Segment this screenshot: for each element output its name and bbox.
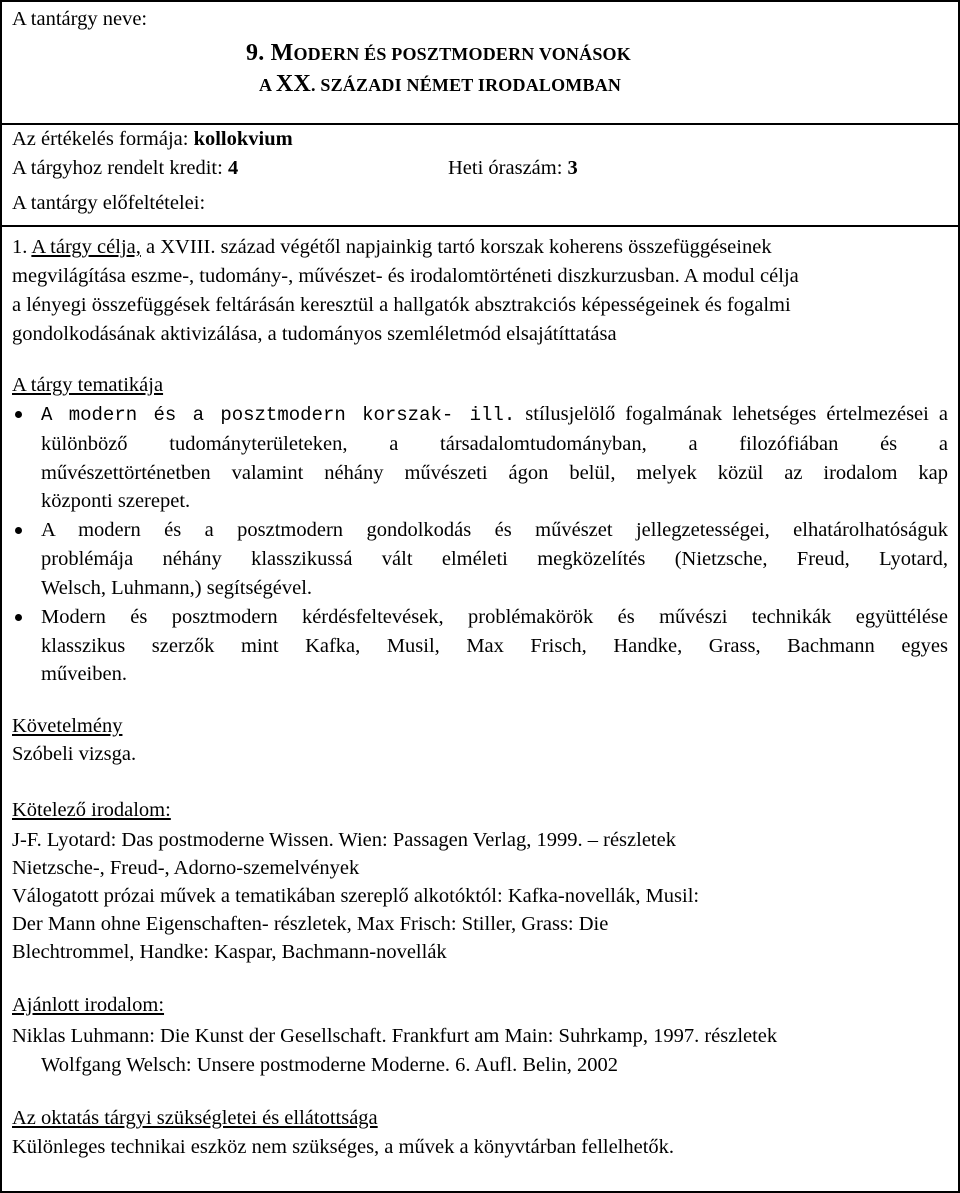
mandatory-line-2: Nietzsche-, Freud-, Adorno-szemelvények [12,857,360,879]
credit-line: A tárgyhoz rendelt kredit: 4 [12,157,239,179]
topic-2-line-1: A modern és a posztmodern gondolkodás és művészet jellegzetességei, elhatárolhatóságuk [41,519,948,541]
goal-line-3: a lényegi összefüggések feltárásán keresztül a hallgatók absztrakciós képességeinek és fogalmi [12,294,791,316]
subject-label: A tantárgy neve: [12,8,148,30]
topic-3-line-3: műveiben. [41,663,127,685]
course-title-line1: 9. MODERN ÉS POSZTMODERN VONÁSOK [246,40,631,66]
goal-line-4: gondolkodásának aktivizálása, a tudományos szemléletmód elsajátíttatása [12,323,617,345]
topic-3-line-1: Modern és posztmodern kérdésfeltevések, problémakörök és művészi technikák együttélése [41,606,948,628]
prerequisites-label: A tantárgy előfeltételei: [12,192,206,214]
bullet-icon [15,527,22,534]
mandatory-heading: Kötelező irodalom: [12,799,171,821]
recommended-line-1: Niklas Luhmann: Die Kunst der Gesellschaft. Frankfurt am Main: Suhrkamp, 1997. részletek [12,1025,778,1047]
mandatory-line-5: Blechtrommel, Handke: Kaspar, Bachmann-novellák [12,941,447,963]
topic-1-line-4: központi szerepet. [41,490,191,512]
requirement-heading: Követelmény [12,715,123,737]
mandatory-line-1: J-F. Lyotard: Das postmoderne Wissen. Wien: Passagen Verlag, 1999. – részletek [12,829,676,851]
topic-1-line-2: különböző tudományterületeken, a társadalomtudományban, a filozófiában és a [41,433,948,455]
goal-line-2: megvilágítása eszme-, tudomány-, művészet- és irodalomtörténeti diszkurzusban. A modul célja [12,265,799,287]
assessment-form: Az értékelés formája: kollokvium [12,128,293,150]
course-title-line2: A XX. SZÁZADI NÉMET IRODALOMBAN [259,71,622,97]
resources-text: Különleges technikai eszköz nem szükséges, a művek a könyvtárban fellelhetők. [12,1136,675,1158]
recommended-heading: Ajánlott irodalom: [12,994,165,1016]
topic-2-line-2: problémája néhány klasszikussá vált elméleti megközelítés (Nietzsche, Freud, Lyotard, [41,548,948,570]
mandatory-line-3: Válogatott prózai művek a tematikában szereplő alkotóktól: Kafka-novellák, Musil: [12,885,700,907]
goal-line-1: 1. A tárgy célja, a XVIII. század végétől napjainkig tartó korszak koherens összefüggéseinek [12,236,772,258]
meta-divider [0,225,960,227]
header-divider [0,123,960,125]
resources-heading: Az oktatás tárgyi szükségletei és ellátottsága [12,1107,378,1129]
bullet-icon [15,411,22,418]
mandatory-line-4: Der Mann ohne Eigenschaften- részletek, Max Frisch: Stiller, Grass: Die [12,913,609,935]
topic-1-line-3: művészettörténetben valamint néhány művészeti ágon belül, melyek közül az irodalom kap [41,462,948,484]
weekly-hours: Heti óraszám: 3 [448,157,578,179]
topics-heading: A tárgy tematikája [12,374,164,396]
requirement-text: Szóbeli vizsga. [12,743,137,765]
topic-3-line-2: klasszikus szerzők mint Kafka, Musil, Max Frisch, Handke, Grass, Bachmann egyes [41,635,948,657]
recommended-line-2: Wolfgang Welsch: Unsere postmoderne Moderne. 6. Aufl. Belin, 2002 [41,1054,619,1076]
topic-2-line-3: Welsch, Luhmann,) segítségével. [41,577,313,599]
goal-heading: A tárgy célja, [31,236,141,258]
topic-1-line-1: A modern és a posztmodern korszak- ill. stílusjelölő fogalmának lehetséges értelmezései a [41,403,948,426]
bullet-icon [15,614,22,621]
